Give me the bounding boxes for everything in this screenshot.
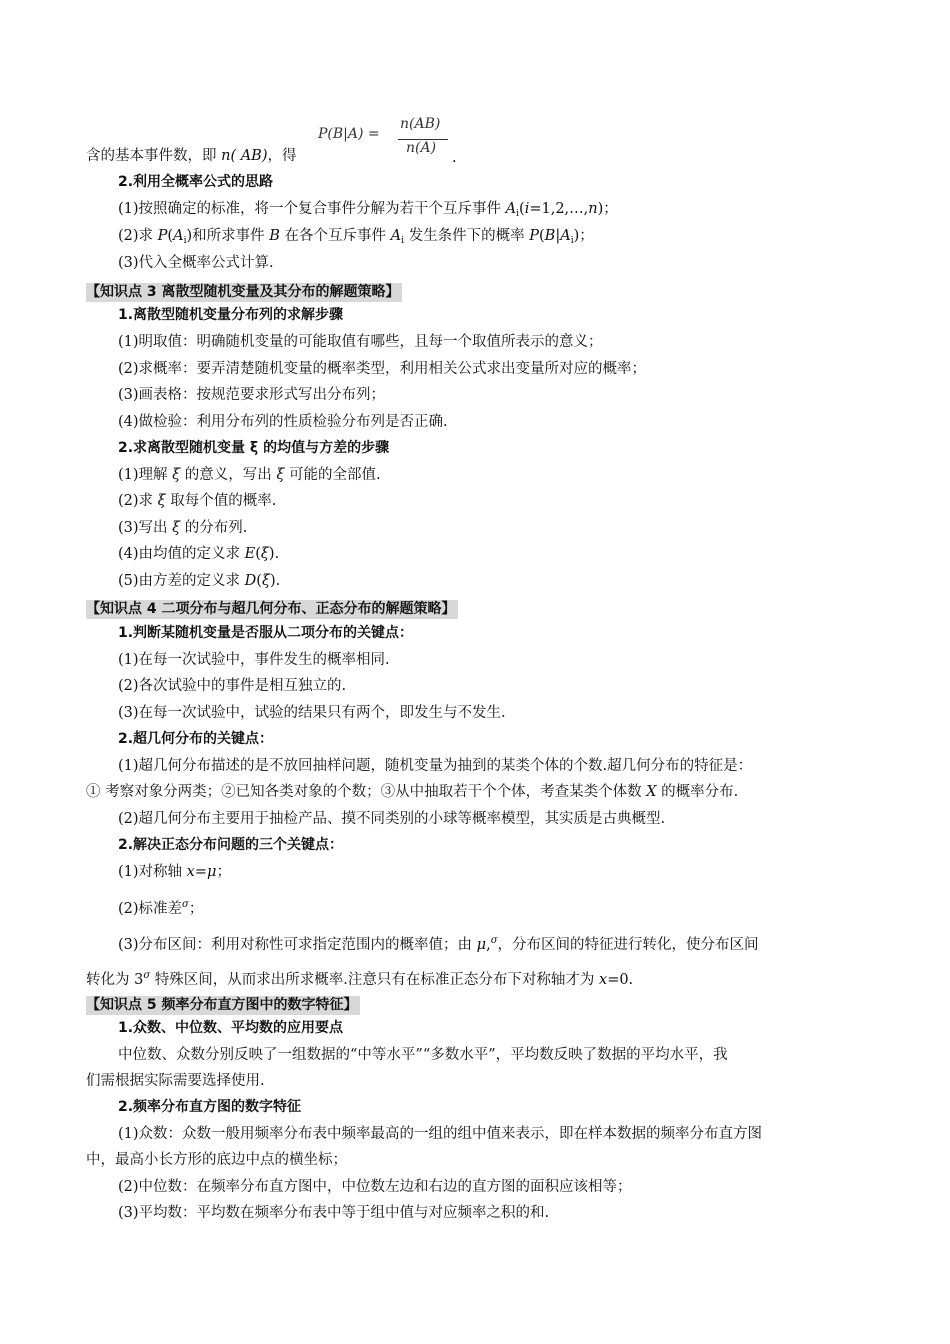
text: B — [269, 228, 280, 244]
total-prob-step-1 — [118, 199, 618, 224]
k4-line-2: (2)各次试验中的事件是相互独立的. — [118, 678, 347, 694]
k3-step-4 — [118, 544, 279, 564]
k4-heading-3: 2.解决正态分布问题的三个关键点： — [118, 837, 344, 853]
k3-line-4: (4)做检验：利用分布列的性质检验分布列是否正确. — [118, 414, 448, 430]
formula-denominator: n(A) — [406, 140, 437, 156]
k4-line-3: (3)在每一次试验中，试验的结果只有两个，即发生与不发生. — [118, 705, 506, 721]
text: (4)由均值的定义求 — [118, 546, 245, 562]
text: P — [157, 228, 168, 244]
k5-line-4: (3)平均数：平均数在频率分布表中等于组中值与对应频率之积的和. — [118, 1205, 550, 1221]
text: A — [173, 228, 184, 244]
text: i — [524, 201, 530, 217]
text: ( — [256, 573, 262, 589]
k3-line-3: (3)画表格：按规范要求形式写出分布列； — [118, 387, 386, 403]
text: ). — [269, 573, 281, 589]
k4-para-2 — [86, 782, 738, 802]
total-prob-step-3: (3)代入全概率公式计算. — [118, 255, 274, 271]
text: i — [401, 236, 404, 246]
text: n( AB) — [221, 148, 268, 164]
text: 的意义，写出 — [180, 467, 277, 483]
k4-heading-1: 1.判断某随机变量是否服从二项分布的关键点： — [118, 625, 414, 641]
text: μ — [207, 864, 217, 880]
text: 取每个值的概率. — [165, 493, 277, 509]
text: ( — [538, 228, 545, 244]
section-title-k4: 【知识点 4 二项分布与超几何分布、正态分布的解题策略】 — [86, 601, 456, 617]
text: =1,2,…, — [529, 201, 589, 217]
section-title-k3: 【知识点 3 离散型随机变量及其分布的解题策略】 — [86, 284, 400, 300]
text: A — [390, 228, 402, 244]
k5-heading-2: 2.频率分布直方图的数字特征 — [118, 1099, 302, 1115]
k5-heading-1: 1.众数、中位数、平均数的应用要点 — [118, 1020, 344, 1036]
k3-step-1 — [118, 465, 381, 485]
text: | — [555, 228, 561, 244]
text: (5)由方差的定义求 — [118, 573, 245, 589]
text: )； — [573, 228, 594, 244]
text: ( — [255, 546, 261, 562]
text: (2)标准差 — [118, 901, 183, 917]
intro-period: . — [452, 150, 457, 166]
text: ξ — [172, 467, 181, 483]
text: 含的基本事件数，即 — [86, 148, 222, 164]
text: ξ — [276, 467, 285, 483]
k4-normal-4 — [86, 966, 633, 990]
text: x — [599, 972, 608, 988]
k3-heading-1: 1.离散型随机变量分布列的求解步骤 — [118, 307, 344, 323]
text: i — [516, 209, 520, 219]
formula-numerator: n(AB) — [400, 116, 441, 132]
k3-heading-2: 2.求离散型随机变量 ξ 的均值与方差的步骤 — [118, 440, 390, 456]
k3-line-2: (2)求概率：要弄清楚随机变量的概率类型，利用相关公式求出变量所对应的概率； — [118, 361, 647, 377]
k5-line-3: (2)中位数：在频率分布直方图中，中位数左边和右边的直方图的面积应该相等； — [118, 1179, 632, 1195]
text: ξ — [172, 520, 181, 536]
k5-line-2: 中，最高小长方形的底边中点的横坐标； — [86, 1152, 347, 1168]
text: ，分布区间的特征进行转化，使分布区间 — [497, 937, 759, 953]
k3-line-1: (1)明取值：明确随机变量的可能取值有哪些，且每一个取值所表示的意义； — [118, 334, 603, 350]
text: = — [194, 864, 207, 880]
text: ξ — [261, 573, 270, 589]
k4-normal-2 — [118, 895, 203, 919]
text: 的分布列. — [180, 520, 248, 536]
text: μ — [476, 937, 487, 953]
text: A — [560, 228, 571, 244]
text: =0. — [607, 972, 634, 988]
text: ① 考察对象分两类；②已知各类对象的个数；③从中抽取若干个个体，考查某类个体数 — [86, 784, 647, 800]
k5-line-1: (1)众数：众数一般用频率分布表中频率最高的一组的组中值来表示，即在样本数据的频率分布直方图 — [118, 1126, 763, 1142]
text: (3)分布区间：利用对称性可求指定范围内的概率值；由 — [118, 937, 477, 953]
k4-heading-2: 2.超几何分布的关键点： — [118, 731, 274, 747]
text: x — [186, 864, 195, 880]
text: σ — [490, 935, 498, 946]
text: i — [183, 236, 187, 246]
text: , — [486, 937, 491, 953]
text: )； — [597, 201, 618, 217]
text: ( — [167, 228, 174, 244]
text: (1)按照确定的标准，将一个复合事件分解为若干个互斥事件 — [118, 201, 506, 217]
text: A — [505, 201, 517, 217]
text: )和所求事件 — [186, 228, 270, 244]
k3-step-5 — [118, 571, 280, 591]
text: 在各个互斥事件 — [279, 228, 391, 244]
k4-para-1: (1)超几何分布描述的是不放回抽样问题，随机变量为抽到的某类个体的个数.超几何分布的特征是： — [118, 758, 753, 774]
text: i — [570, 236, 574, 246]
k3-step-2 — [118, 491, 276, 511]
text: (2)求 — [118, 493, 158, 509]
text: σ — [182, 899, 189, 910]
k4-normal-3 — [118, 931, 759, 955]
text: D — [244, 573, 257, 589]
text: ). — [268, 546, 280, 562]
k4-line-1: (1)在每一次试验中，事件发生的概率相同. — [118, 652, 390, 668]
text: σ — [143, 970, 151, 981]
text: ξ — [157, 493, 166, 509]
intro-line — [86, 146, 297, 166]
k5-para-2: 们需根据实际需要选择使用. — [86, 1073, 265, 1089]
k4-para-3: (2)超几何分布主要用于抽检产品、摸不同类别的小球等概率模型，其实质是古典概型. — [118, 811, 666, 827]
text: 可能的全部值. — [284, 467, 381, 483]
text: X — [646, 784, 657, 800]
text: ( — [519, 201, 525, 217]
text: B — [544, 228, 556, 244]
text: (1)理解 — [118, 467, 173, 483]
text: P — [529, 228, 539, 244]
text: n — [588, 201, 598, 217]
text: 的概率分布. — [656, 784, 739, 800]
text: (2)求 — [118, 228, 158, 244]
text: ξ — [260, 546, 269, 562]
text: 转化为 3 — [86, 972, 144, 988]
k3-step-3 — [118, 518, 247, 538]
total-prob-heading: 2.利用全概率公式的思路 — [118, 174, 274, 190]
text: 发生条件下的概率 — [404, 228, 530, 244]
conditional-probability-formula — [318, 116, 458, 166]
text: ，得 — [267, 148, 297, 164]
section-title-k5: 【知识点 5 频率分布直方图中的数字特征】 — [86, 997, 358, 1013]
text: E — [244, 546, 256, 562]
text: (3)写出 — [118, 520, 173, 536]
text: (1)对称轴 — [118, 864, 187, 880]
text: ； — [216, 864, 231, 880]
formula-lhs: P(B|A) = — [318, 126, 380, 142]
k4-normal-1 — [118, 862, 231, 882]
total-prob-step-2 — [118, 226, 594, 251]
text: ； — [188, 901, 204, 917]
k5-para-1: 中位数、众数分别反映了一组数据的“中等水平”“多数水平”，平均数反映了数据的平均水平，我 — [118, 1047, 728, 1063]
text: 特殊区间，从而求出所求概率.注意只有在标准正态分布下对称轴才为 — [150, 972, 599, 988]
